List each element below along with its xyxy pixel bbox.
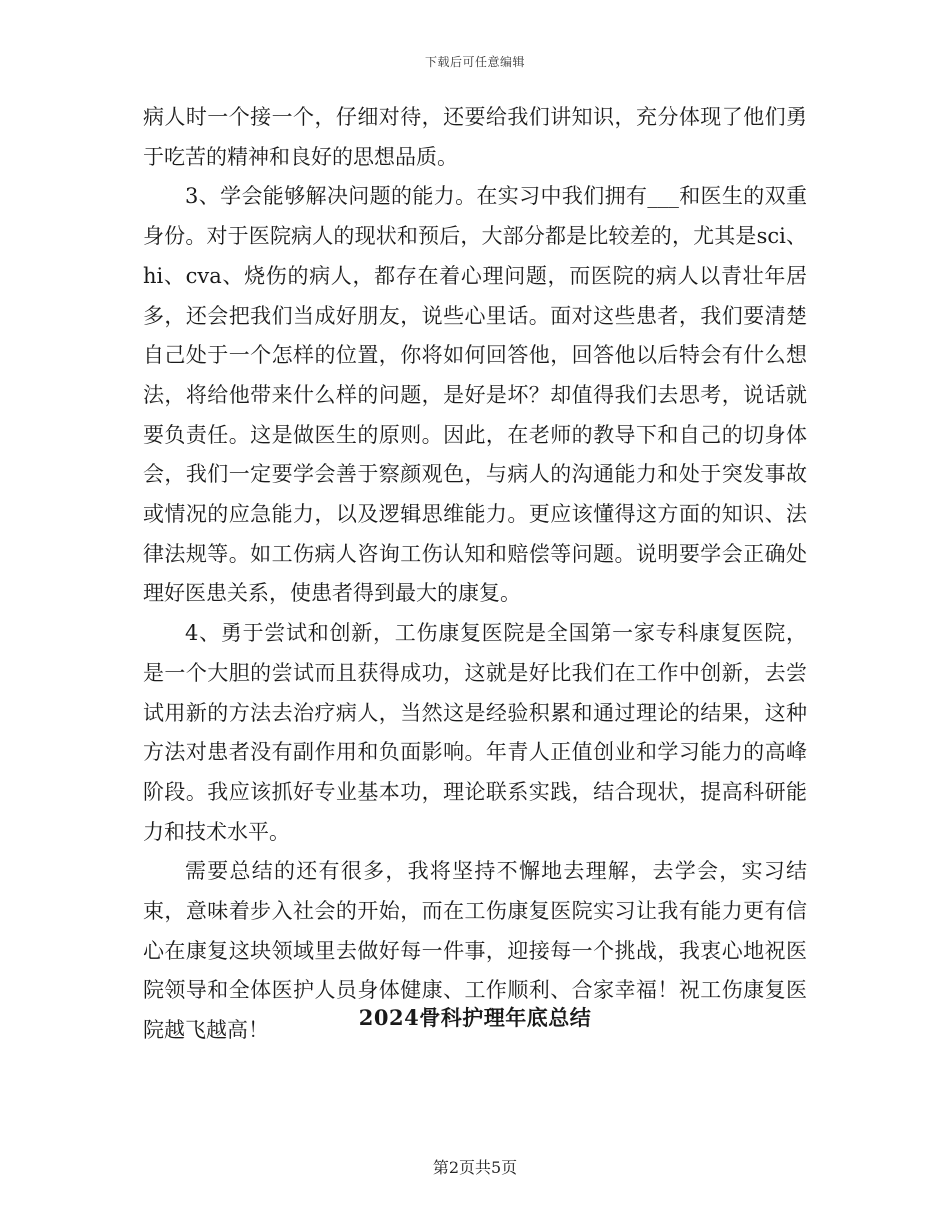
paragraph-continuation: 病人时一个接一个，仔细对待，还要给我们讲知识，充分体现了他们勇于吃苦的精神和良好的思想品质。 bbox=[143, 105, 807, 169]
page-header-note: 下载后可任意编辑 bbox=[424, 55, 525, 69]
page-footer-number: 第2页共5页 bbox=[432, 1158, 518, 1177]
document-body bbox=[143, 98, 807, 1051]
paragraph-point-3: 3、学会能够解决问题的能力。在实习中我们拥有___和医生的双重身份。对于医院病人的现状和预后，大部分都是比较差的，尤其是sci、hi、cva、烧伤的病人，都存在着心理问题，而医院的病人以青壮年居多，还会把我们当成好朋友，说些心里话。面对这些患者，我们要清楚自己处于一个怎样的位置，你将如何回答他，回答他以后特会有什么想法，将给他带来什么样的问题，是好是坏？却值得我们去思考，说话就要负责任。这是做医生的原则。因此，在老师的教导下和自己的切身体会，我们一定要学会善于察颜观色，与病人的沟通能力和处于突发事故或情况的应急能力，以及逻辑思维能力。更应该懂得这方面的知识、法律法规等。如工伤病人咨询工伤认知和赔偿等问题。说明要学会正确处理好医患关系，使患者得到最大的康复。 bbox=[143, 184, 807, 606]
paragraph-point-4: 4、勇于尝试和创新，工伤康复医院是全国第一家专科康复医院，是一个大胆的尝试而且获得成功，这就是好比我们在工作中创新，去尝试用新的方法去治疗病人，当然这是经验积累和通过理论的结果，这种方法对患者没有副作用和负面影响。年青人正值创业和学习能力的高峰阶段。我应该抓好专业基本功，理论联系实践，结合现状，提高科研能力和技术水平。 bbox=[143, 621, 807, 844]
section-heading: 2024骨科护理年底总结 bbox=[358, 1005, 592, 1030]
paragraph-conclusion: 需要总结的还有很多，我将坚持不懈地去理解，去学会，实习结束，意味着步入社会的开始，而在工伤康复医院实习让我有能力更有信心在康复这块领域里去做好每一件事，迎接每一个挑战，我衷心地祝医院领导和全体医护人员身体健康、工作顺利、合家幸福！祝工伤康复医院越飞越高！ bbox=[143, 859, 807, 1043]
